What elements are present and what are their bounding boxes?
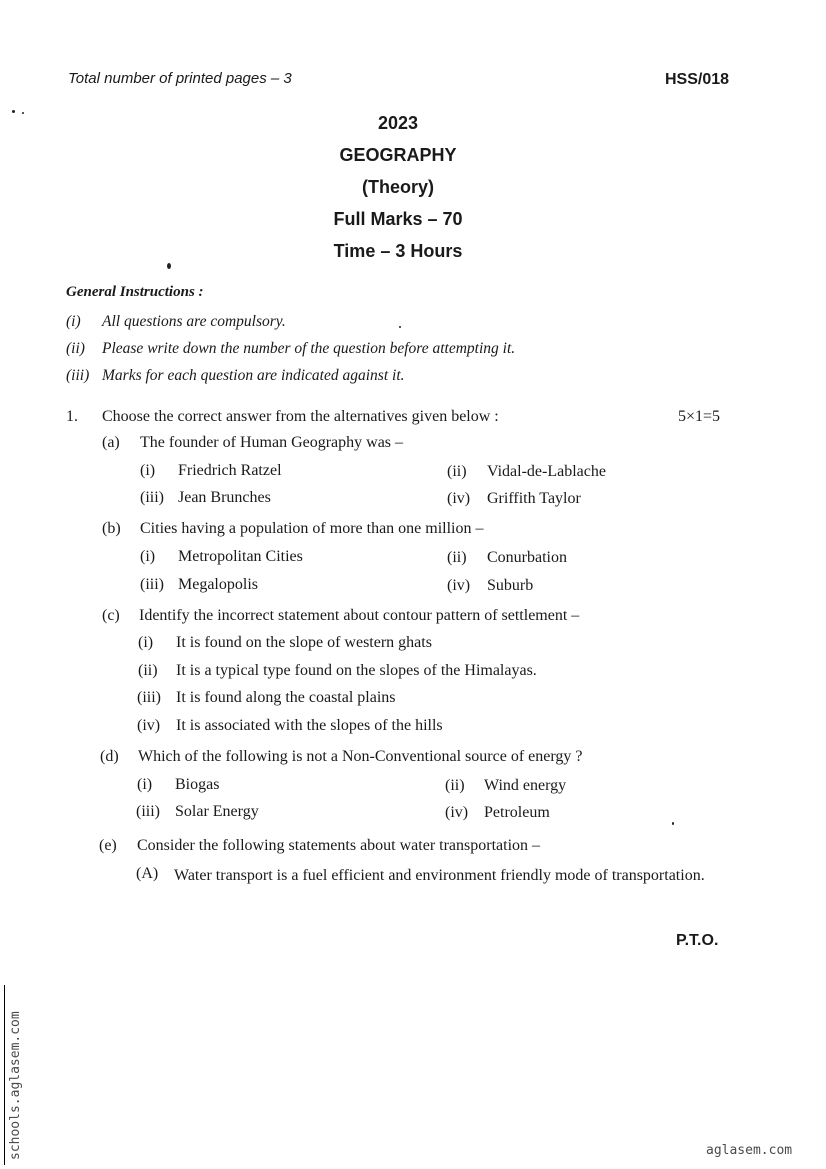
general-instructions-title: General Instructions : [66, 284, 204, 300]
option-text: It is found on the slope of western ghats [176, 634, 432, 651]
instruction-text: Marks for each question are indicated against it. [102, 367, 405, 384]
question-number: 1. [66, 408, 78, 425]
part-text: Identify the incorrect statement about contour pattern of settlement – [139, 607, 580, 624]
option-text: Vidal-de-Lablache [487, 463, 606, 480]
option-text: Wind energy [484, 777, 567, 794]
option-number: (ii) [447, 463, 467, 480]
option-number: (i) [140, 462, 156, 479]
option-text: It is a typical type found on the slopes of the Himalayas. [176, 662, 537, 679]
part-label: (b) [102, 520, 121, 537]
option-text: Megalopolis [178, 576, 258, 593]
instruction-item [66, 313, 286, 331]
instruction-text: All questions are compulsory. [102, 313, 286, 330]
part-label: (d) [100, 748, 119, 765]
instruction-item [66, 367, 405, 385]
option-number: (iv) [137, 717, 161, 734]
option-text: Jean Brunches [178, 489, 271, 506]
option-number: (i) [140, 548, 156, 565]
option-text: Suburb [487, 577, 534, 594]
option-text: It is associated with the slopes of the hills [176, 717, 443, 734]
full-marks: Full Marks – 70 [333, 209, 463, 229]
scan-speck [672, 822, 674, 825]
paper-code: HSS/018 [665, 71, 730, 88]
exam-time: Time – 3 Hours [333, 241, 463, 261]
part-label: (c) [102, 607, 120, 624]
option-text: Griffith Taylor [487, 490, 581, 507]
part-text: The founder of Human Geography was – [140, 434, 404, 451]
question-text: Choose the correct answer from the alternatives given below : [102, 408, 499, 425]
statement-number: (A) [136, 865, 159, 882]
margin-rule [4, 985, 5, 1165]
exam-year: 2023 [377, 113, 419, 133]
statement-text: Water transport is a fuel efficient and environment friendly mode of transportation. [174, 867, 705, 884]
option-text: Conurbation [487, 549, 567, 566]
option-number: (iii) [136, 803, 160, 820]
bottom-watermark: aglasem.com [706, 1143, 793, 1158]
instruction-item [66, 340, 515, 358]
option-number: (iv) [445, 804, 469, 821]
part-label: (e) [99, 837, 117, 854]
instruction-number: (ii) [66, 340, 85, 357]
option-number: (i) [138, 634, 154, 651]
option-number: (iii) [140, 489, 164, 506]
instruction-number: (i) [66, 313, 81, 330]
part-text: Which of the following is not a Non-Conventional source of energy ? [138, 748, 583, 765]
option-text: Solar Energy [175, 803, 259, 820]
option-number: (iii) [137, 689, 161, 706]
option-text: Petroleum [484, 804, 550, 821]
instruction-number: (iii) [66, 367, 90, 384]
option-number: (iii) [140, 576, 164, 593]
option-number: (iv) [447, 577, 471, 594]
scan-speck [22, 112, 24, 114]
option-text: Friedrich Ratzel [178, 462, 282, 479]
part-text: Cities having a population of more than one million – [140, 520, 484, 537]
option-text: Metropolitan Cities [178, 548, 303, 565]
pto-marker: P.T.O. [676, 932, 719, 949]
printed-pages-note: Total number of printed pages – 3 [68, 70, 292, 87]
option-number: (ii) [138, 662, 158, 679]
part-text: Consider the following statements about water transportation – [137, 837, 541, 854]
scan-speck [167, 263, 171, 269]
option-number: (i) [137, 776, 153, 793]
scan-speck [12, 110, 15, 113]
instruction-text: Please write down the number of the question before attempting it. [102, 340, 516, 357]
side-watermark: schools.aglasem.com [8, 1011, 23, 1160]
option-text: Biogas [175, 776, 220, 793]
option-text: It is found along the coastal plains [176, 689, 396, 706]
question-marks: 5×1=5 [678, 408, 721, 425]
part-label: (a) [102, 434, 120, 451]
option-number: (iv) [447, 490, 471, 507]
option-number: (ii) [445, 777, 465, 794]
exam-paper-type: (Theory) [362, 177, 434, 197]
scan-speck [399, 326, 401, 328]
option-number: (ii) [447, 549, 467, 566]
exam-subject: GEOGRAPHY [339, 145, 457, 165]
